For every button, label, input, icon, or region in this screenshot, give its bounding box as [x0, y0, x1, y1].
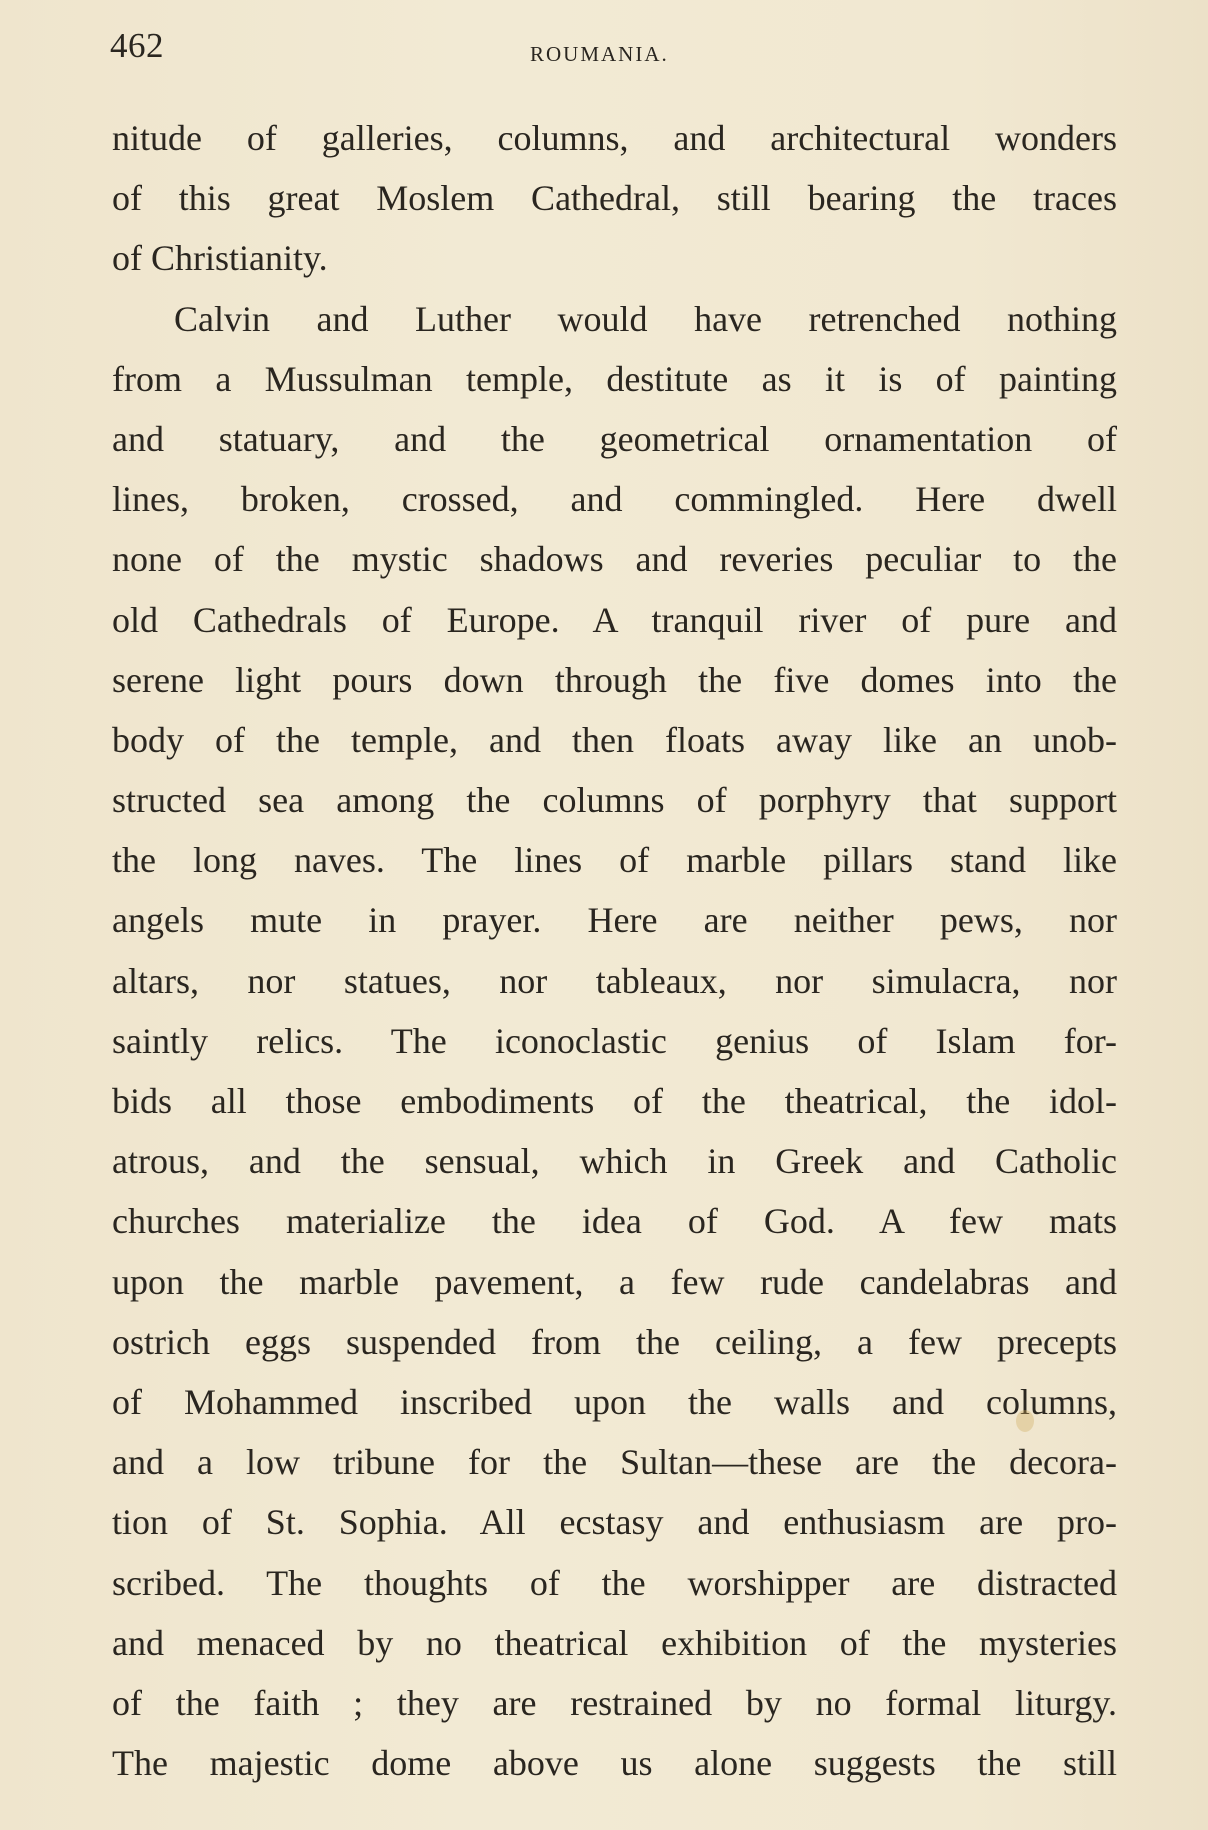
text-line: churches materialize the idea of God. A few mats	[112, 1201, 1117, 1242]
running-title: ROUMANIA.	[530, 42, 669, 66]
page-number: 462	[110, 26, 164, 65]
text-line: of the faith ; they are restrained by no formal liturgy.	[112, 1682, 1117, 1723]
text-line: and a low tribune for the Sultan—these are the decora-	[112, 1442, 1117, 1483]
text-line: the long naves. The lines of marble pillars stand like	[112, 840, 1117, 881]
text-line: saintly relics. The iconoclastic genius of Islam for-	[112, 1020, 1117, 1061]
text-line: upon the marble pavement, a few rude candelabras and	[112, 1261, 1117, 1302]
text-line: Calvin and Luther would have retrenched nothing	[174, 298, 1117, 339]
text-line: serene light pours down through the five domes into the	[112, 659, 1117, 700]
text-line: from a Mussulman temple, destitute as it is of painting	[112, 358, 1117, 399]
text-line: bids all those embodiments of the theatrical, the idol-	[112, 1081, 1117, 1121]
text-line: scribed. The thoughts of the worshipper are distracted	[112, 1562, 1117, 1603]
text-line: and statuary, and the geometrical ornamentation of	[112, 418, 1117, 459]
text-line: atrous, and the sensual, which in Greek and Catholic	[112, 1141, 1117, 1182]
text-line: structed sea among the columns of porphyry that support	[112, 780, 1117, 821]
text-line: nitude of galleries, columns, and architectural wonders	[112, 118, 1117, 158]
text-line: of Mohammed inscribed upon the walls and columns,	[112, 1381, 1117, 1422]
text-line: body of the temple, and then floats away like an unob-	[112, 719, 1117, 760]
text-line: of Christianity.	[112, 238, 328, 279]
text-line: ostrich eggs suspended from the ceiling, a few precepts	[112, 1321, 1117, 1362]
running-head	[110, 26, 1120, 76]
text-line: lines, broken, crossed, and commingled. Here dwell	[112, 479, 1117, 520]
text-line: tion of St. Sophia. All ecstasy and enthusiasm are pro-	[112, 1502, 1117, 1543]
text-line: of this great Moslem Cathedral, still bearing the traces	[112, 178, 1117, 219]
text-line: and menaced by no theatrical exhibition of the mysteries	[112, 1622, 1117, 1663]
text-line: altars, nor statues, nor tableaux, nor simulacra, nor	[112, 960, 1117, 1001]
text-line: angels mute in prayer. Here are neither pews, nor	[112, 900, 1117, 941]
text-line: none of the mystic shadows and reveries peculiar to the	[112, 539, 1117, 580]
text-line: old Cathedrals of Europe. A tranquil river of pure and	[112, 599, 1117, 640]
paper-stain	[1016, 1410, 1034, 1432]
body-text	[112, 108, 1117, 1793]
text-line: The majestic dome above us alone suggests the still	[112, 1743, 1117, 1784]
